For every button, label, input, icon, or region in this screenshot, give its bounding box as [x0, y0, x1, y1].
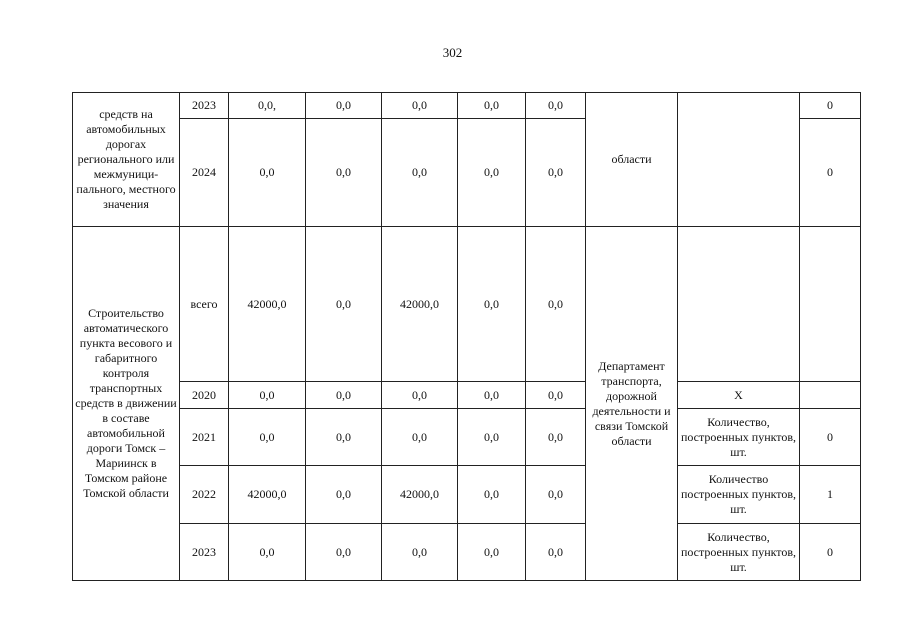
regional-cell: 0,0 [382, 119, 458, 227]
total-cell: 0,0, [229, 93, 306, 119]
year-cell: 2022 [180, 466, 229, 524]
federal-cell: 0,0 [306, 227, 382, 382]
federal-cell: 0,0 [306, 382, 382, 409]
regional-cell: 0,0 [382, 382, 458, 409]
other-cell: 0,0 [526, 93, 586, 119]
total-cell: 0,0 [229, 382, 306, 409]
local-cell: 0,0 [458, 524, 526, 581]
total-cell: 0,0 [229, 524, 306, 581]
page-number: 302 [442, 45, 463, 60]
total-cell: 42000,0 [229, 227, 306, 382]
regional-cell: 0,0 [382, 524, 458, 581]
local-cell: 0,0 [458, 466, 526, 524]
year-cell: 2023 [180, 524, 229, 581]
total-cell: 42000,0 [229, 466, 306, 524]
year-cell: 2021 [180, 409, 229, 466]
federal-cell: 0,0 [306, 409, 382, 466]
other-cell: 0,0 [526, 382, 586, 409]
executor-cell: области [586, 93, 678, 227]
measure-name-cell: средств на автомобильных дорогах регионального или межмуници-пального, местного значения [73, 93, 180, 227]
federal-cell: 0,0 [306, 466, 382, 524]
year-cell: 2023 [180, 93, 229, 119]
federal-cell: 0,0 [306, 93, 382, 119]
value-cell: 0 [800, 409, 861, 466]
indicator-cell: X [678, 382, 800, 409]
year-cell: всего [180, 227, 229, 382]
other-cell: 0,0 [526, 524, 586, 581]
local-cell: 0,0 [458, 227, 526, 382]
local-cell: 0,0 [458, 382, 526, 409]
federal-cell: 0,0 [306, 119, 382, 227]
local-cell: 0,0 [458, 409, 526, 466]
table-row [73, 227, 861, 382]
regional-cell: 42000,0 [382, 227, 458, 382]
other-cell: 0,0 [526, 227, 586, 382]
table-row [73, 93, 861, 119]
total-cell: 0,0 [229, 119, 306, 227]
indicator-cell: Количество, построенных пунктов, шт. [678, 409, 800, 466]
year-cell: 2020 [180, 382, 229, 409]
value-cell [800, 227, 861, 382]
year-cell: 2024 [180, 119, 229, 227]
total-cell: 0,0 [229, 409, 306, 466]
table-row [73, 409, 861, 466]
measure-name-cell: Строительство автоматического пункта весового и габаритного контроля транспортных средств в движении в составе автомобильной дороги Томск – Мариинск в Томском районе Томской области [73, 227, 180, 581]
value-cell: 0 [800, 524, 861, 581]
other-cell: 0,0 [526, 119, 586, 227]
value-cell: 0 [800, 93, 861, 119]
local-cell: 0,0 [458, 119, 526, 227]
regional-cell: 0,0 [382, 93, 458, 119]
regional-cell: 0,0 [382, 409, 458, 466]
other-cell: 0,0 [526, 466, 586, 524]
other-cell: 0,0 [526, 409, 586, 466]
program-table [72, 92, 861, 581]
table-row [73, 466, 861, 524]
indicator-cell [678, 93, 800, 227]
executor-cell: Департамент транспорта, дорожной деятельности и связи Томской области [586, 227, 678, 581]
local-cell: 0,0 [458, 93, 526, 119]
indicator-cell [678, 227, 800, 382]
regional-cell: 42000,0 [382, 466, 458, 524]
value-cell: 1 [800, 466, 861, 524]
indicator-cell: Количество, построенных пунктов, шт. [678, 524, 800, 581]
federal-cell: 0,0 [306, 524, 382, 581]
table-row [73, 524, 861, 581]
value-cell: 0 [800, 119, 861, 227]
indicator-cell: Количество построенных пунктов, шт. [678, 466, 800, 524]
table-row [73, 382, 861, 409]
value-cell [800, 382, 861, 409]
